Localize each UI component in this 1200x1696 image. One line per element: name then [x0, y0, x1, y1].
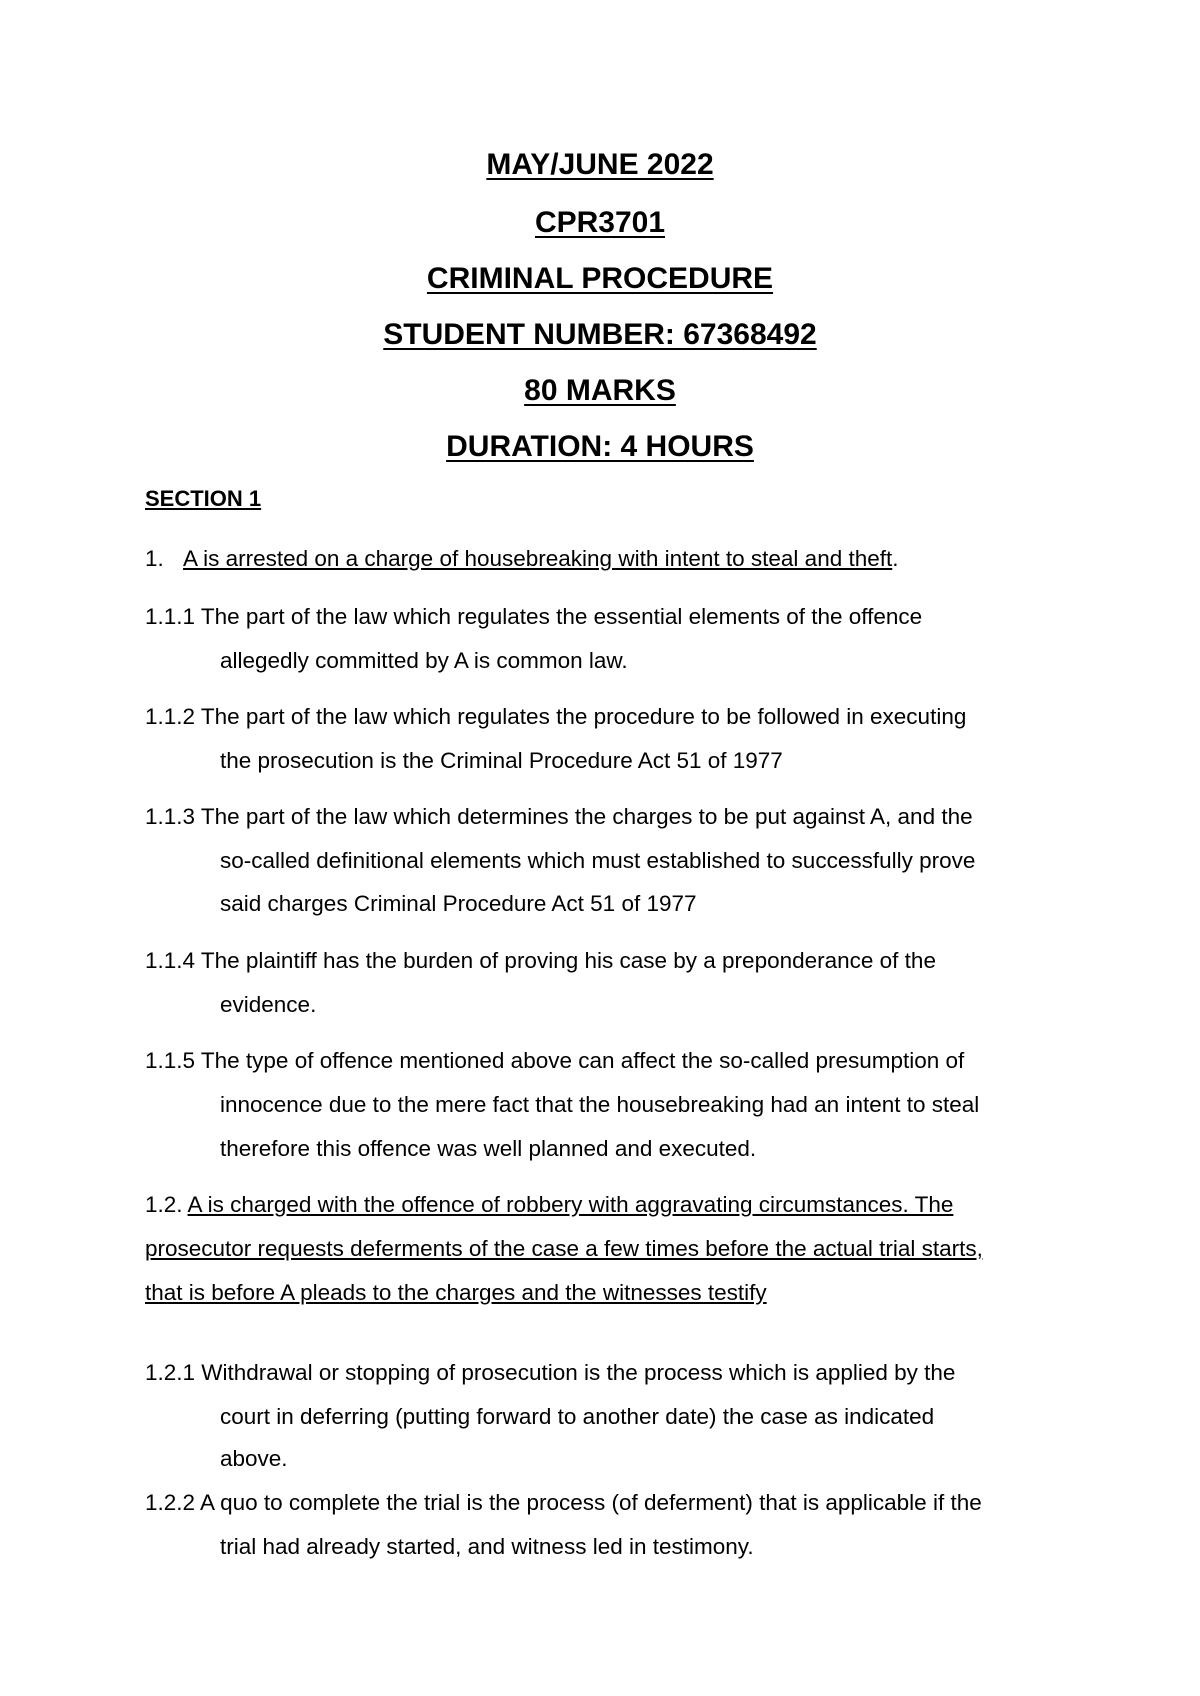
question-1-2-line-2: prosecutor requests deferments of the case a few times before the actual trial starts, — [145, 1236, 983, 1261]
answer-1-2-2-line-1: 1.2.2 A quo to complete the trial is the process (of deferment) that is applicable if the — [145, 1490, 982, 1515]
student-number-heading: STUDENT NUMBER: 67368492 — [383, 318, 817, 351]
answer-1-1-4-line-1: 1.1.4 The plaintiff has the burden of proving his case by a preponderance of the — [145, 948, 936, 973]
answer-1-2-1-line-2: court in deferring (putting forward to another date) the case as indicated — [220, 1404, 935, 1429]
answer-1-2-1-line-3: above. — [220, 1446, 288, 1471]
exam-session-heading: MAY/JUNE 2022 — [486, 148, 714, 181]
answer-1-1-1-line-2: allegedly committed by A is common law. — [220, 648, 628, 673]
answer-1-1-3-line-1: 1.1.3 The part of the law which determines the charges to be put against A, and the — [145, 804, 973, 829]
answer-1-1-5-line-3: therefore this offence was well planned and executed. — [220, 1136, 757, 1161]
question-1-text: A is arrested on a charge of housebreaking with intent to steal and theft — [183, 546, 893, 571]
answer-1-2-2-line-2: trial had already started, and witness led in testimony. — [220, 1534, 754, 1559]
module-code-heading: CPR3701 — [534, 206, 666, 239]
question-1-number: 1. — [145, 546, 164, 571]
question-1-2-number: 1.2. — [145, 1192, 188, 1217]
answer-1-1-2-line-2: the prosecution is the Criminal Procedure Act 51 of 1977 — [220, 748, 783, 773]
question-1-2-text-1: A is charged with the offence of robbery with aggravating circumstances. The — [187, 1192, 954, 1217]
question-1 — [145, 548, 899, 571]
module-name-heading: CRIMINAL PROCEDURE — [426, 262, 774, 295]
answer-1-2-1-line-1: 1.2.1 Withdrawal or stopping of prosecution is the process which is applied by the — [145, 1360, 956, 1385]
marks-heading: 80 MARKS — [524, 374, 676, 407]
question-1-2-line-3: that is before A pleads to the charges and the witnesses testify — [145, 1280, 767, 1305]
answer-1-1-2-line-1: 1.1.2 The part of the law which regulates the procedure to be followed in executing — [145, 704, 967, 729]
question-1-2-line-1 — [145, 1194, 953, 1217]
answer-1-1-1-line-1: 1.1.1 The part of the law which regulates the essential elements of the offence — [145, 604, 923, 629]
answer-1-1-4-line-2: evidence. — [220, 992, 317, 1017]
answer-1-1-3-line-2: so-called definitional elements which must established to successfully prove — [220, 848, 976, 873]
answer-1-1-3-line-3: said charges Criminal Procedure Act 51 of 1977 — [220, 891, 697, 916]
question-1-end: . — [892, 546, 899, 571]
answer-1-1-5-line-2: innocence due to the mere fact that the housebreaking had an intent to steal — [220, 1092, 980, 1117]
section-heading: SECTION 1 — [145, 486, 262, 511]
answer-1-1-5-line-1: 1.1.5 The type of offence mentioned above can affect the so-called presumption of — [145, 1048, 965, 1073]
duration-heading: DURATION: 4 HOURS — [446, 430, 754, 463]
